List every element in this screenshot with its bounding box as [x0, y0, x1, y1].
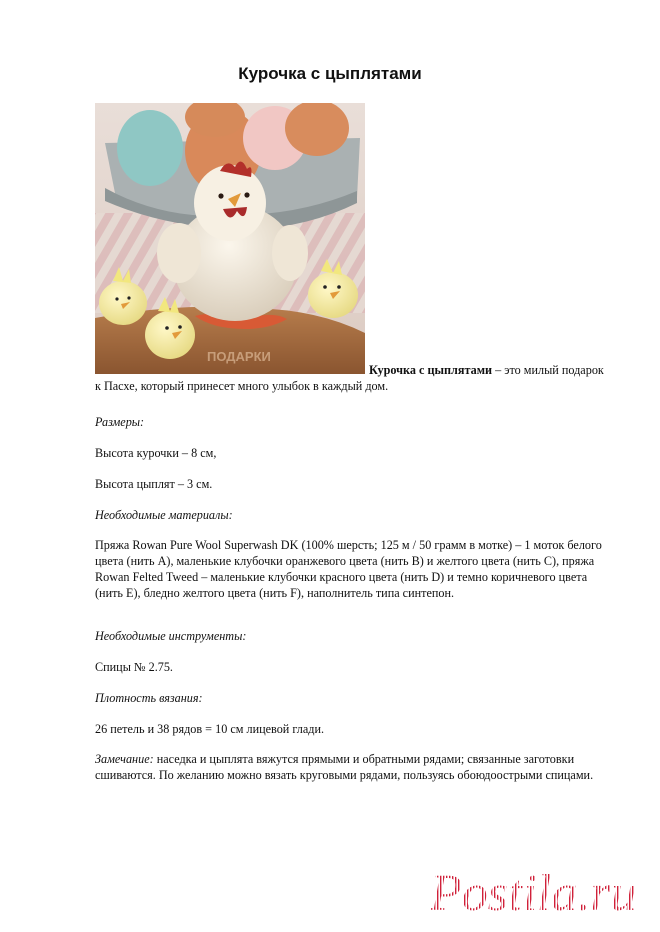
- chick-size: Высота цыплят – 3 см.: [95, 477, 213, 491]
- postila-logo-text: Postila.ru: [430, 866, 637, 918]
- hen-and-chicks-photo: [95, 103, 365, 374]
- gauge-text: 26 петель и 38 рядов = 10 см лицевой глади.: [95, 722, 325, 736]
- note-text: наседка и цыплята вяжутся прямыми и обратными рядами; связанные заготовки сшиваются. По желанию можно вязать круговыми рядами, пользуясь обоюдоострыми спицами.: [95, 752, 594, 782]
- page-title: Курочка с цыплятами: [238, 64, 422, 83]
- note-label: Замечание:: [95, 752, 154, 766]
- tools-text: Спицы № 2.75.: [95, 660, 173, 674]
- intro-paragraph: [95, 362, 610, 394]
- sizes-heading: Размеры:: [95, 415, 145, 429]
- intro-bold-title: Курочка с цыплятами: [369, 363, 493, 377]
- photo-watermark: ПОДАРКИ: [207, 349, 271, 364]
- note-paragraph: [95, 751, 610, 783]
- materials-heading: Необходимые материалы:: [95, 508, 233, 522]
- hen-size: Высота курочки – 8 см,: [95, 446, 217, 460]
- materials-text: Пряжа Rowan Pure Wool Superwash DK (100% шерсть; 125 м / 50 грамм в мотке) – 1 моток белого цвета (нить А), маленькие клубочки оранжевого цвета (нить В) и желтого цвета (нить С), пряжа Rowan Felted Tweed – маленькие клубочки красного цвета (нить D) и темно коричневого цвета (нить Е), бледно желтого цвета (нить F), наполнитель типа синтепон.: [95, 538, 602, 600]
- gauge-heading: Плотность вязания:: [95, 691, 203, 705]
- intro-text: – это милый подарок к Пасхе, который принесет много улыбок в каждый дом.: [95, 363, 604, 393]
- tools-heading: Необходимые инструменты:: [95, 629, 247, 643]
- postila-logo-link[interactable]: [428, 866, 638, 923]
- postila-logo: [428, 866, 638, 918]
